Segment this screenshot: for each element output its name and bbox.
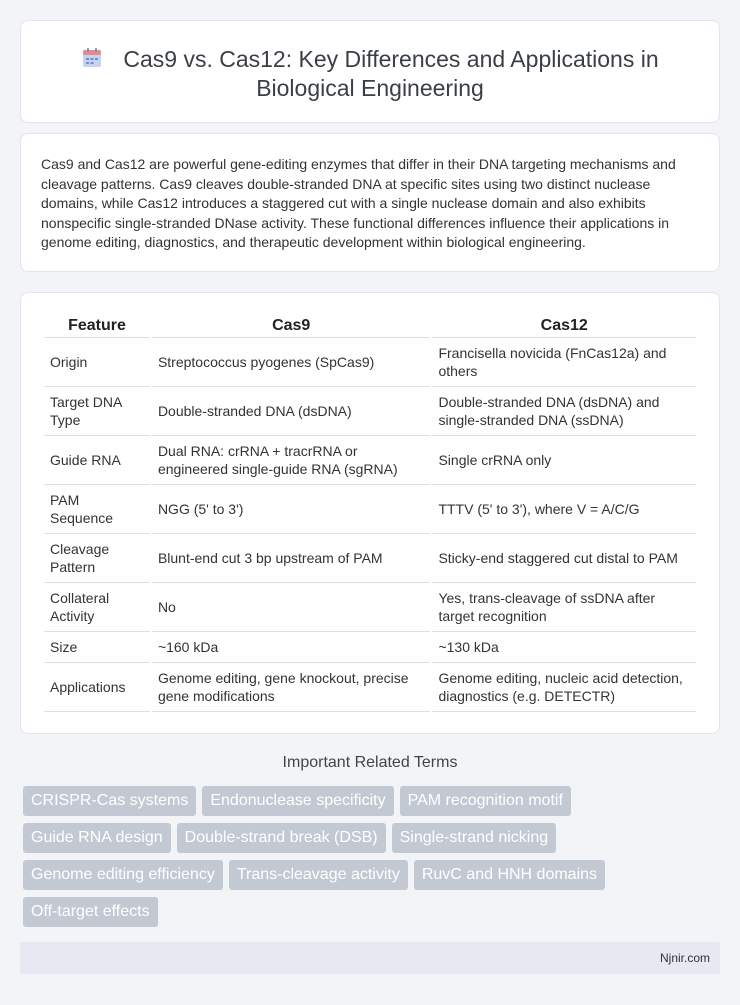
- cas12-cell: Single crRNA only: [432, 436, 696, 485]
- table-row: [44, 485, 696, 534]
- cas9-cell: Streptococcus pyogenes (SpCas9): [152, 338, 431, 387]
- cas9-cell: Dual RNA: crRNA + tracrRNA or engineered single-guide RNA (sgRNA): [152, 436, 431, 485]
- cas9-cell: ~160 kDa: [152, 632, 431, 663]
- intro-paragraph: Cas9 and Cas12 are powerful gene-editing enzymes that differ in their DNA targeting mechanisms and cleavage patterns. Cas9 cleaves double-stranded DNA at specific sites using two distinct nuclease domains, while Cas12 introduces a staggered cut with a single nuclease domain and also exhibits nonspecific single-stranded DNase activity. These functional differences influence their applications in genome editing, diagnostics, and therapeutic development within biological engineering.: [41, 156, 676, 251]
- feature-cell: Collateral Activity: [44, 583, 150, 632]
- page-title: [61, 45, 679, 103]
- term-tag[interactable]: PAM recognition motif: [400, 786, 571, 816]
- feature-cell: Origin: [44, 338, 150, 387]
- cas12-cell: Francisella novicida (FnCas12a) and others: [432, 338, 696, 387]
- header-cas9: Cas9: [152, 315, 431, 338]
- term-tag[interactable]: RuvC and HNH domains: [414, 860, 605, 890]
- term-tag[interactable]: Endonuclease specificity: [202, 786, 393, 816]
- table-row: [44, 436, 696, 485]
- term-tag[interactable]: Genome editing efficiency: [23, 860, 223, 890]
- table-row: [44, 338, 696, 387]
- table-row: [44, 534, 696, 583]
- footer-bar: [20, 942, 720, 974]
- comparison-table-card: [20, 292, 720, 734]
- cas9-cell: Genome editing, gene knockout, precise gene modifications: [152, 663, 431, 712]
- term-tag[interactable]: Guide RNA design: [23, 823, 171, 853]
- page-title-text: Cas9 vs. Cas12: Key Differences and Applications in Biological Engineering: [123, 46, 659, 101]
- table-row: [44, 387, 696, 436]
- feature-cell: Cleavage Pattern: [44, 534, 150, 583]
- related-terms-list: [23, 786, 713, 927]
- term-tag[interactable]: CRISPR-Cas systems: [23, 786, 196, 816]
- feature-cell: Size: [44, 632, 150, 663]
- intro-card: [20, 133, 720, 272]
- term-tag[interactable]: Trans-cleavage activity: [229, 860, 408, 890]
- title-card: [20, 20, 720, 123]
- cas12-cell: Yes, trans-cleavage of ssDNA after target recognition: [432, 583, 696, 632]
- cas12-cell: TTTV (5' to 3'), where V = A/C/G: [432, 485, 696, 534]
- cas12-cell: ~130 kDa: [432, 632, 696, 663]
- cas12-cell: Double-stranded DNA (dsDNA) and single-stranded DNA (ssDNA): [432, 387, 696, 436]
- table-header-row: [44, 315, 696, 338]
- term-tag[interactable]: Off-target effects: [23, 897, 158, 927]
- feature-cell: Guide RNA: [44, 436, 150, 485]
- cas9-cell: NGG (5' to 3'): [152, 485, 431, 534]
- related-terms-heading: Important Related Terms: [282, 754, 458, 771]
- cas12-cell: Genome editing, nucleic acid detection, diagnostics (e.g. DETECTR): [432, 663, 696, 712]
- term-tag[interactable]: Double-strand break (DSB): [177, 823, 386, 853]
- calendar-icon: [81, 47, 103, 69]
- footer-site-name[interactable]: Njnir.com: [659, 951, 710, 965]
- header-feature: Feature: [44, 315, 150, 338]
- table-row: [44, 632, 696, 663]
- term-tag[interactable]: Single-strand nicking: [392, 823, 557, 853]
- comparison-table: [42, 315, 698, 712]
- header-cas12: Cas12: [432, 315, 696, 338]
- feature-cell: Applications: [44, 663, 150, 712]
- feature-cell: Target DNA Type: [44, 387, 150, 436]
- feature-cell: PAM Sequence: [44, 485, 150, 534]
- cas12-cell: Sticky-end staggered cut distal to PAM: [432, 534, 696, 583]
- cas9-cell: Double-stranded DNA (dsDNA): [152, 387, 431, 436]
- cas9-cell: No: [152, 583, 431, 632]
- table-row: [44, 583, 696, 632]
- cas9-cell: Blunt-end cut 3 bp upstream of PAM: [152, 534, 431, 583]
- table-row: [44, 663, 696, 712]
